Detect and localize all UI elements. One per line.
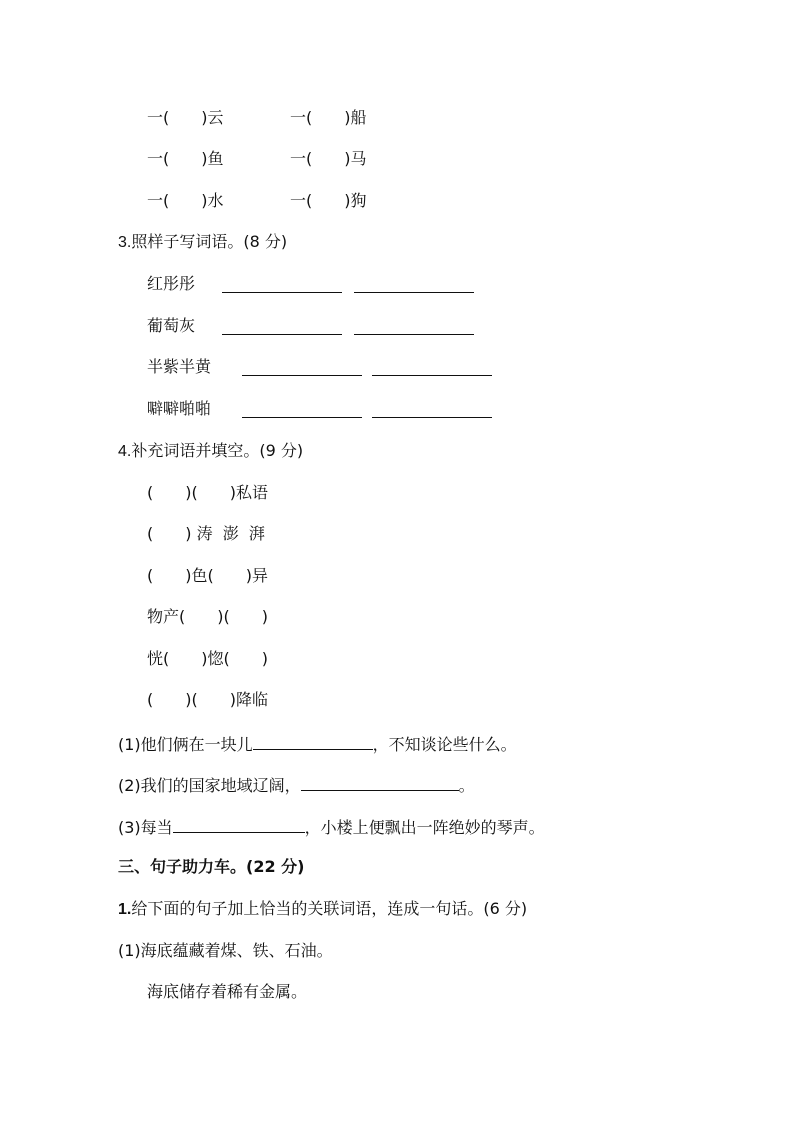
q2-item: 一( )水 [147, 191, 224, 210]
q4-sentence [118, 774, 475, 796]
q4-idiom: ( )色( )异 [147, 566, 268, 585]
sentence-suffix: 。 [458, 776, 475, 795]
q3-example: 半紫半黄 [147, 357, 212, 376]
q3-title-text: 照样子写词语。(8 分) [131, 232, 288, 251]
q3-example: 葡萄灰 [147, 316, 196, 335]
q3-example: 红彤彤 [147, 274, 196, 293]
sentence-suffix: ，小楼上便飘出一阵绝妙的琴声。 [304, 818, 545, 837]
q4-title [118, 441, 303, 462]
q3-number: 3. [118, 234, 132, 251]
sub-question: (1)海底蕴藏着煤、铁、石油。 [118, 941, 333, 960]
answer-blank[interactable] [173, 816, 305, 833]
answer-blank[interactable] [222, 276, 342, 293]
sentence-prefix: (3)每当 [118, 818, 173, 837]
answer-blank[interactable] [242, 401, 362, 418]
q3-title [118, 232, 287, 253]
q4-number: 4. [118, 443, 132, 460]
answer-blank[interactable] [301, 774, 459, 791]
answer-blank[interactable] [354, 318, 474, 335]
answer-blank[interactable] [253, 733, 373, 750]
q4-idiom: ( ) 涛 澎 湃 [147, 524, 265, 543]
q2-item: 一( )马 [290, 149, 367, 168]
q2-item: 一( )鱼 [147, 149, 224, 168]
section3-q1 [118, 899, 527, 920]
answer-blank[interactable] [222, 318, 342, 335]
q4-sentence [118, 816, 545, 838]
q2-item: 一( )船 [290, 108, 367, 127]
q1-number: 1. [118, 901, 132, 918]
section-title: 三、句子助力车。(22 分) [118, 857, 305, 876]
answer-blank[interactable] [354, 276, 474, 293]
q2-item: 一( )狗 [290, 191, 367, 210]
q3-example: 噼噼啪啪 [147, 399, 212, 418]
q4-idiom: 物产( )( ) [147, 607, 268, 626]
sub-question-line: 海底储存着稀有金属。 [147, 982, 308, 1001]
q4-idiom: ( )( )降临 [147, 690, 268, 709]
sentence-prefix: (1)他们俩在一块儿 [118, 735, 253, 754]
sentence-suffix: ，不知谈论些什么。 [372, 735, 517, 754]
sentence-prefix: (2)我们的国家地域辽阔， [118, 776, 301, 795]
answer-blank[interactable] [372, 401, 492, 418]
q4-idiom: 恍( )惚( ) [147, 649, 268, 668]
answer-blank[interactable] [242, 359, 362, 376]
q4-sentence [118, 733, 517, 755]
q4-title-text: 补充词语并填空。(9 分) [131, 441, 304, 460]
answer-blank[interactable] [372, 359, 492, 376]
q2-item: 一( )云 [147, 108, 224, 127]
q4-idiom: ( )( )私语 [147, 483, 268, 502]
q1-text: 给下面的句子加上恰当的关联词语，连成一句话。(6 分) [131, 899, 528, 918]
